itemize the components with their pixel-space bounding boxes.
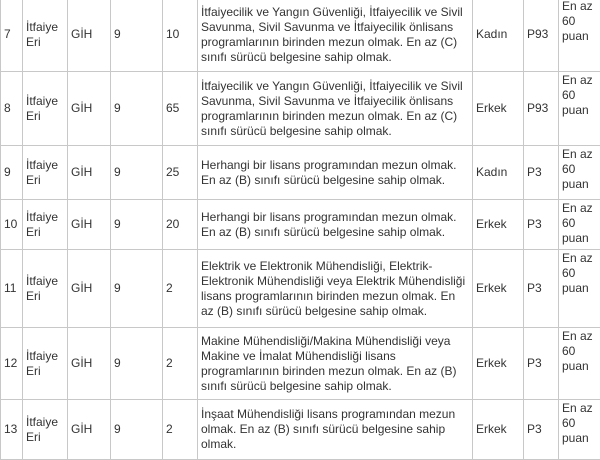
requirement-text: İtfaiyecilik ve Yangın Güvenliği, İtfaiyecilik ve Sivil Savunma, Sivil Savunma ve İtfaiyecilik önlisans programlarının birinden mezun olmak. En az (C) sınıfı sürücü belgesine sahip olmak. bbox=[198, 72, 473, 146]
position-count: 2 bbox=[163, 328, 198, 400]
minimum-score: En az 60 puan bbox=[559, 400, 600, 460]
table-row bbox=[1, 250, 600, 328]
gender: Erkek bbox=[473, 250, 524, 328]
position-title: İtfaiye Eri bbox=[23, 328, 68, 400]
row-number: 12 bbox=[1, 328, 23, 400]
unit-code: GİH bbox=[68, 146, 111, 200]
row-number: 9 bbox=[1, 146, 23, 200]
gender: Kadın bbox=[473, 0, 524, 72]
row-number: 11 bbox=[1, 250, 23, 328]
kpss-score-type: P3 bbox=[524, 400, 559, 460]
requirement-text: Herhangi bir lisans programından mezun olmak. En az (B) sınıfı sürücü belgesine sahip olmak. bbox=[198, 146, 473, 200]
row-number: 13 bbox=[1, 400, 23, 460]
table-row bbox=[1, 400, 600, 460]
position-title: İtfaiye Eri bbox=[23, 146, 68, 200]
position-count: 65 bbox=[163, 72, 198, 146]
unit-code: GİH bbox=[68, 328, 111, 400]
position-count: 2 bbox=[163, 400, 198, 460]
grade: 9 bbox=[111, 200, 163, 250]
grade: 9 bbox=[111, 328, 163, 400]
position-title: İtfaiye Eri bbox=[23, 250, 68, 328]
minimum-score: En az 60 puan bbox=[559, 250, 600, 328]
requirement-text: Herhangi bir lisans programından mezun olmak. En az (B) sınıfı sürücü belgesine sahip olmak. bbox=[198, 200, 473, 250]
position-count: 25 bbox=[163, 146, 198, 200]
grade: 9 bbox=[111, 250, 163, 328]
table-row bbox=[1, 200, 600, 250]
minimum-score: En az 60 puan bbox=[559, 328, 600, 400]
requirement-text: Makine Mühendisliği/Makina Mühendisliği veya Makine ve İmalat Mühendisliği lisans programlarının birinden mezun olmak. En az (B) sınıfı sürücü belgesine sahip olmak. bbox=[198, 328, 473, 400]
grade: 9 bbox=[111, 146, 163, 200]
requirement-text: İtfaiyecilik ve Yangın Güvenliği, İtfaiyecilik ve Sivil Savunma, Sivil Savunma ve İtfaiyecilik önlisans programlarının birinden mezun olmak. En az (C) sınıfı sürücü belgesine sahip olmak. bbox=[198, 0, 473, 72]
gender: Erkek bbox=[473, 200, 524, 250]
grade: 9 bbox=[111, 400, 163, 460]
gender: Erkek bbox=[473, 328, 524, 400]
position-count: 10 bbox=[163, 0, 198, 72]
gender: Erkek bbox=[473, 72, 524, 146]
position-count: 2 bbox=[163, 250, 198, 328]
row-number: 10 bbox=[1, 200, 23, 250]
gender: Kadın bbox=[473, 146, 524, 200]
kpss-score-type: P3 bbox=[524, 328, 559, 400]
unit-code: GİH bbox=[68, 0, 111, 72]
position-title: İtfaiye Eri bbox=[23, 0, 68, 72]
row-number: 8 bbox=[1, 72, 23, 146]
minimum-score: En az 60 puan bbox=[559, 146, 600, 200]
requirement-text: İnşaat Mühendisliği lisans programından mezun olmak. En az (B) sınıfı sürücü belgesine sahip olmak. bbox=[198, 400, 473, 460]
grade: 9 bbox=[111, 72, 163, 146]
unit-code: GİH bbox=[68, 72, 111, 146]
row-number: 7 bbox=[1, 0, 23, 72]
grade: 9 bbox=[111, 0, 163, 72]
minimum-score: En az 60 puan bbox=[559, 200, 600, 250]
minimum-score: En az 60 puan bbox=[559, 72, 600, 146]
kpss-score-type: P3 bbox=[524, 146, 559, 200]
requirement-text: Elektrik ve Elektronik Mühendisliği, Elektrik-Elektronik Mühendisliği veya Elektrik Mühendisliği lisans programlarının birinden mezun olmak. En az (B) sınıfı sürücü belgesine sahip olmak. bbox=[198, 250, 473, 328]
position-count: 20 bbox=[163, 200, 198, 250]
kpss-score-type: P3 bbox=[524, 200, 559, 250]
unit-code: GİH bbox=[68, 200, 111, 250]
table-row bbox=[1, 72, 600, 146]
gender: Erkek bbox=[473, 400, 524, 460]
unit-code: GİH bbox=[68, 400, 111, 460]
position-title: İtfaiye Eri bbox=[23, 200, 68, 250]
table-row bbox=[1, 328, 600, 400]
kpss-score-type: P3 bbox=[524, 250, 559, 328]
minimum-score: En az 60 puan bbox=[559, 0, 600, 72]
position-title: İtfaiye Eri bbox=[23, 400, 68, 460]
position-title: İtfaiye Eri bbox=[23, 72, 68, 146]
unit-code: GİH bbox=[68, 250, 111, 328]
table-row bbox=[1, 0, 600, 72]
kpss-score-type: P93 bbox=[524, 72, 559, 146]
table-row bbox=[1, 146, 600, 200]
kpss-score-type: P93 bbox=[524, 0, 559, 72]
